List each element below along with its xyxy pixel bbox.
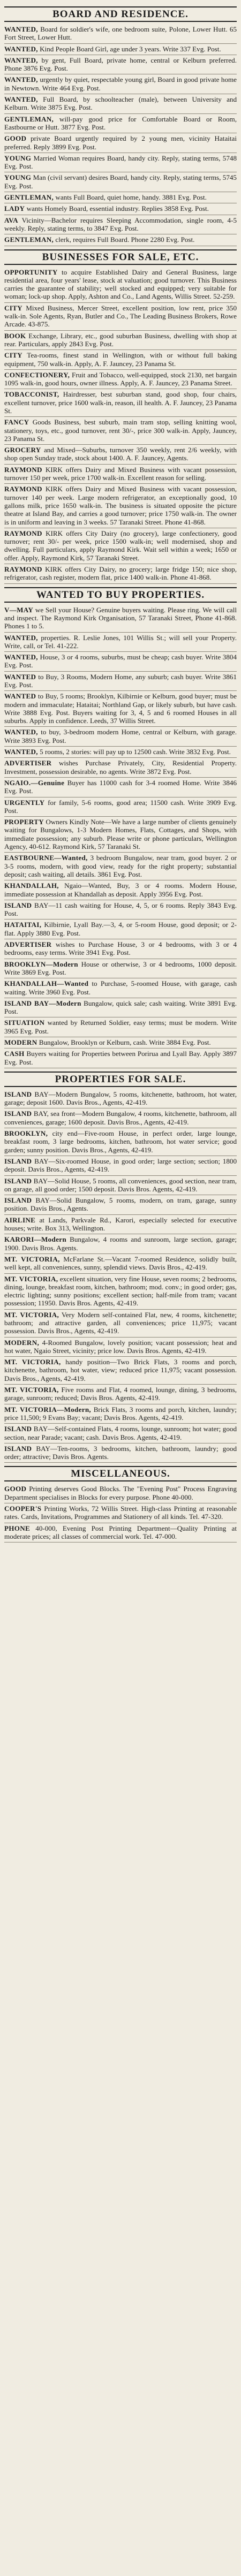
ad-body: private Board urgently required by 2 young men, vicinity Hataitai preferred. Reply 3899 Evg. Post. xyxy=(4,134,237,151)
ad-lead-word: WANTED xyxy=(4,692,36,701)
ad-body: Vicinity—Bachelor requires Sleeping Accommodation, single room, 4-5 weekly. Reply, stating terms, to 3847 Evg. Post. xyxy=(4,216,237,232)
ad-lead-word: WANTED, xyxy=(4,653,38,662)
classified-ad xyxy=(4,528,237,564)
ad-body: urgently by quiet, respectable young girl, Board in good private home in Newtown. Write 464 Evg. Post. xyxy=(4,75,237,92)
section-heading: MISCELLANEOUS. xyxy=(4,1466,237,1481)
ad-column xyxy=(4,24,237,246)
classified-ad xyxy=(4,370,237,390)
ad-column xyxy=(4,1089,237,1463)
classified-ad xyxy=(4,1357,237,1385)
classified-ad xyxy=(4,1108,237,1128)
ad-body: Hairdresser, best suburban stand, good shop, four chairs, excellent turnover, price 1600 walk-in, reason, ill health. A. F. Jauncey, 23 Panama St. xyxy=(4,390,237,415)
ad-lead-word: WANTED, xyxy=(4,748,38,756)
ad-lead-word: WANTED, xyxy=(4,728,38,736)
ad-body: Owners Kindly Note—We have a large number of clients genuinely waiting for Bungalows, 1-3 Modern Homes, Flats, Cottages, and Shops, with immediate possession; any suburb. Please write or phone particulars, Wellington Agency, 40-612. Raymond Kirk, 57 Taranaki St. xyxy=(4,818,237,851)
ad-lead-word: WANTED, xyxy=(4,56,38,64)
classified-ad xyxy=(4,1404,237,1424)
ad-lead-word: MT. VICTORIA, xyxy=(4,1386,59,1394)
classified-ad xyxy=(4,192,237,203)
classified-ad xyxy=(4,959,237,979)
ad-lead-word: ADVERTISER xyxy=(4,759,52,768)
classified-ad xyxy=(4,880,237,900)
classified-ad xyxy=(4,44,237,55)
classified-ad xyxy=(4,998,237,1018)
ad-lead-word: ISLAND xyxy=(4,901,32,909)
ad-body: Five rooms and Flat, 4 roomed, lounge, dining, 3 bedrooms, garage, sunroom; reduced; Davis Bros. Agents, 42-419. xyxy=(4,1386,237,1402)
ad-body: Exchange, Library, etc., good suburban Business, dwelling with shop at rear. Particulars, apply 2843 Evg. Post. xyxy=(4,331,237,348)
ad-lead-word: GROCERY xyxy=(4,446,41,454)
section-heading: BUSINESSES FOR SALE, ETC. xyxy=(4,249,237,265)
ad-lead-word: URGENTLY xyxy=(4,798,45,807)
ad-body: wishes Purchase Privately, City, Residential Property. Investment, possession desirable, no agents. Write 3872 Evg. Post. xyxy=(4,759,237,776)
ad-lead-word: GENTLEMAN, xyxy=(4,115,54,123)
classified-ad xyxy=(4,758,237,778)
ad-lead-word: SITUATION xyxy=(4,1019,45,1027)
ad-lead-word: RAYMOND xyxy=(4,529,42,537)
ad-lead-word: GENTLEMAN, xyxy=(4,193,54,202)
ad-lead-word: BOOK xyxy=(4,331,26,340)
ad-lead-word: KARORI—Modern xyxy=(4,1235,66,1244)
ad-lead-word: PROPERTY xyxy=(4,818,44,826)
classified-ad xyxy=(4,203,237,215)
ad-body: 5 rooms, 2 stories: will pay up to 12500 cash. Write 3832 Evg. Post. xyxy=(40,748,231,756)
ad-body: Tea-rooms, finest stand in Wellington, with or without full baking equipment, 750 walk-in. Apply, A. F. Jauncey, 23 Panama St. xyxy=(4,351,237,368)
classified-ad xyxy=(4,1048,237,1068)
ad-lead-word: RAYMOND xyxy=(4,485,42,493)
classified-ad xyxy=(4,778,237,797)
classified-ad xyxy=(4,1443,237,1463)
ad-lead-word: ISLAND xyxy=(4,1110,32,1118)
classified-ad xyxy=(4,74,237,94)
ad-body: House, 3 or 4 rooms, suburbs, must be cheap; cash buyer. Write 3804 Evg. Post. xyxy=(4,653,237,670)
classified-ad xyxy=(4,797,237,817)
classified-ad xyxy=(4,633,237,652)
ad-column xyxy=(4,605,237,1068)
ad-body: to Buy, 3 Rooms, Modern Home, any suburb; cash buyer. Write 3861 Evg. Post. xyxy=(4,672,237,689)
ad-body: 40-000, Evening Post Printing Department—Quality Printing at moderate prices; all classes of commercial work. Tel. 47-000. xyxy=(4,1524,237,1540)
classified-ad xyxy=(4,1089,237,1109)
ad-body: House or otherwise, 3 or 4 bedrooms, 1000 deposit. Write 3869 Evg. Post. xyxy=(4,960,237,976)
ad-lead-word: RAYMOND xyxy=(4,465,42,474)
classified-ad xyxy=(4,133,237,153)
ad-body: wanted by Returned Soldier, easy terms; must be modern. Write 3965 Evg. Post. xyxy=(4,1019,237,1035)
ad-lead-word: MT. VICTORIA, xyxy=(4,1358,61,1366)
ad-lead-word: GENTLEMAN, xyxy=(4,235,54,244)
ad-body: BAY—Self-contained Flats, 4 rooms, lounge, sunroom; hot water; good section, near Parade; vacant; cash. Davis Bros. Agents, 42-419. xyxy=(4,1425,237,1441)
ad-body: and Mixed—Suburbs, turnover 350 weekly, rent 2/6 weekly, with shop open Sunday trade, stock about 1400. A. F. Jauncey, Agents. xyxy=(4,446,237,462)
ad-body: KIRK offers City Dairy (no grocery), large confectionery, good turnover; rent 30/- per week, price 1500 walk-in; well modernised, shop and dwelling. Full particulars, apply Raymond Kirk. Wait sell within a week; 1650 or offer. Apply, Raymond Kirk, 57 Taranaki Street. xyxy=(4,529,237,562)
classified-ad xyxy=(4,331,237,351)
ad-lead-word: FANCY xyxy=(4,418,29,427)
ad-body: BAY, sea front—Modern Bungalow, 4 rooms, kitchenette, bathroom, all conveniences, garage; 1600 deposit. Davis Bros., Agents, 42-419. xyxy=(4,1110,237,1126)
ad-body: Full Board, by schoolteacher (male), between University and Kelburn. Write 3875 Evg. Post. xyxy=(4,95,237,112)
ad-lead-word: PHONE xyxy=(4,1524,31,1532)
ad-lead-word: ISLAND xyxy=(4,1444,32,1453)
classified-ad xyxy=(4,1254,237,1274)
ad-lead-word: WANTED, xyxy=(4,95,38,104)
ad-body: Printing deserves Good Blocks. The "Evening Post" Process Engraving Department specialises in Blocks for every purpose. Phone 40-000. xyxy=(4,1485,237,1501)
classified-ad xyxy=(4,445,237,465)
ad-body: Printing Works, 72 Willis Street. High-class Printing at reasonable rates. Cards, Invitations, Programmes and Stationery of all kinds. Tel. 47-320. xyxy=(4,1504,237,1521)
classified-ad xyxy=(4,24,237,44)
classified-ad xyxy=(4,389,237,417)
ad-lead-word: YOUNG xyxy=(4,154,32,162)
ad-body: to Purchase, 5-roomed House, with garage, cash waiting. Write 3960 Evg. Post. xyxy=(4,979,237,996)
ad-body: clerk, requires Full Board. Phone 2280 Evg. Post. xyxy=(55,235,195,244)
classified-ad xyxy=(4,215,237,235)
ad-body: Board for soldier's wife, one bedroom suite, Polone, Lower Hutt. 65 Fort Street, Lower Hutt. xyxy=(4,25,237,42)
ad-body: Kilbirnie, Lyall Bay.—3, 4, or 5-room House, good deposit; or 2-flat. Apply 3880 Evg. Post. xyxy=(4,921,237,937)
classified-ad xyxy=(4,1338,237,1357)
classified-ad xyxy=(4,1037,237,1048)
ad-body: wants Homely Board, essential industry. Replies 3858 Evg. Post. xyxy=(26,204,209,213)
ad-column xyxy=(4,1484,237,1542)
ad-lead-word: CONFECTIONERY, xyxy=(4,370,70,379)
ad-lead-word: MT. VICTORIA, xyxy=(4,1255,60,1263)
ad-body: Ngaio—Wanted, Buy, 3 or 4 rooms. Modern House, immediate possession at Khandallah as deposit. Apply 3956 Evg. Post. xyxy=(4,882,237,898)
ad-body: McFarlane St.—Vacant 7-roomed Residence, solidly built, well kept, all conveniences, sunny, splendid views. Davis Bros., 42-419. xyxy=(4,1255,237,1272)
classified-ad xyxy=(4,978,237,998)
ad-body: Fruit and Tobacco, well-equipped, stock 2130, net bargain 1095 walk-in, good hours, owner illness. Apply, A. F. Jauncey, 23 Panama Street. xyxy=(4,370,237,387)
ad-lead-word: MODERN, xyxy=(4,1338,40,1347)
ad-lead-word: OPPORTUNITY xyxy=(4,268,58,276)
ad-body: Man (civil servant) desires Board, handy city. Reply, stating terms, 5745 Evg. Post. xyxy=(4,173,237,190)
ad-body: Mixed Business, Mercer Street, excellent position, low rent, price 350 walk-in. Sole Agents, Ryan, Butler and Co., The Leading Business Brokers, Rowe Arcade. 43-875. xyxy=(4,303,237,329)
ad-lead-word: CITY xyxy=(4,351,22,360)
classified-ad xyxy=(4,1310,237,1338)
ad-body: BAY—Modern Bungalow, 5 rooms, kitchenette, bathroom, hot water, garage; deposit 1600. Davis Bros., Agents, 42-419. xyxy=(4,1090,237,1107)
ad-body: at Lands, Parkvale Rd., Karori, especially selected for executive houses; write. Box 313, Wellington. xyxy=(4,1215,237,1233)
ad-body: for family, 5-6 rooms, good area; 11500 cash. Write 3909 Evg. Post. xyxy=(4,798,237,815)
classified-ad xyxy=(4,900,237,920)
classified-ad xyxy=(4,1017,237,1037)
classified-ad xyxy=(4,1195,237,1215)
ad-lead-word: BROOKLYN—Modern xyxy=(4,960,78,968)
ad-body: we Sell your House? Genuine buyers waiting. Please ring. We will call and inspect. The Raymond Kirk Organisation, 57 Taranaki Street, Phone 41-868. Phones 1 to 5. xyxy=(4,605,237,630)
classified-ad xyxy=(4,267,237,303)
classified-ad xyxy=(4,605,237,633)
ad-body: KIRK offers City Dairy, no grocery; large fridge 150; nice shop, refrigerator, cash register, modern flat, price 1400 walk-in. Phone 41-868. xyxy=(4,565,237,582)
classified-ad xyxy=(4,1234,237,1254)
ad-body: will-pay good price for Comfortable Board or Room, Eastbourne or Hutt. 3877 Evg. Post. xyxy=(4,115,237,131)
ad-body: BAY—Solid Bungalow, 5 rooms, modern, on tram, garage, sunny position. Davis Bros., Agents. xyxy=(4,1196,237,1213)
classified-ad xyxy=(4,920,237,939)
classified-ad xyxy=(4,1484,237,1503)
classified-ad xyxy=(4,564,237,584)
ad-lead-word: LADY xyxy=(4,204,25,213)
ad-body: Buyer has 11000 cash for 3-4 roomed Home. Write 3846 Evg. Post. xyxy=(4,778,237,795)
ad-body: to buy, 3-bedroom modern Home, central or Kelburn, with garage. Write 3893 Evg. Post. xyxy=(4,728,237,744)
classified-ad xyxy=(4,94,237,114)
classified-ad xyxy=(4,1503,237,1523)
ad-body: properties. R. Leslie Jones, 101 Willis St.; will sell your Property. Write, call, or Tel. 41-222. xyxy=(4,633,237,650)
classified-ad xyxy=(4,727,237,747)
classified-ad xyxy=(4,234,237,246)
ad-lead-word: CASH xyxy=(4,1050,25,1058)
classified-ad xyxy=(4,1215,237,1235)
section-heading: PROPERTIES FOR SALE. xyxy=(4,1072,237,1087)
section-heading: BOARD AND RESIDENCE. xyxy=(4,6,237,22)
ad-body: wants Full Board, quiet home, handy. 3881 Evg. Post. xyxy=(55,193,207,202)
classified-ad xyxy=(4,1176,237,1196)
ad-lead-word: ADVERTISER xyxy=(4,940,52,949)
ad-lead-word: ISLAND BAY—Modern xyxy=(4,999,81,1007)
classified-ad xyxy=(4,853,237,880)
ad-lead-word: GOOD xyxy=(4,134,27,143)
ad-body: by gent, Full Board, private home, central or Kelburn preferred. Phone 3876 Evg. Post. xyxy=(4,56,237,73)
ad-body: to Buy, 5 rooms; Brooklyn, Kilbirnie or Kelburn, good buyer; must be modern and immaculate; Hataitai; Northland Gap, or likely suburb, but have cash. Write 3888 Evg. Post. Buyers waiting for 3, 4, 5 and 6 roomed Houses in all suburbs. Apply in confidence. Leeds, 37 Willis Street. xyxy=(4,692,237,725)
ad-body: excellent situation, very fine House, seven rooms; 2 bedrooms, dining, lounge, breakfast room, kitchen, bathroom; mod. conv.; in good order; gas, electric lighting; sunny positions; excellent section; half-mile from tram; vacant possession; 11950. Davis Bros. Agents, 42-419. xyxy=(4,1274,237,1308)
classified-ad xyxy=(4,1156,237,1176)
ad-lead-word: RAYMOND xyxy=(4,565,42,574)
ad-body: KIRK offers Dairy and Mixed Business with vacant possession, turnover 140 per week. Large modern refrigerator, an exceptionally good, 10 gallons milk, price 1650 walk-in. The business is situated opposite the picture theatre at Island Bay, and carries a good turnover; price 1750 walk-in. The owner is in uniform and leaving in 3 weeks. 57 Taranaki Street. Phone 41-868. xyxy=(4,485,237,526)
ad-body: BAY—Ten-rooms, 3 bedrooms, kitchen, bathroom, laundry; good order; attractive; Davis Bros. Agents. xyxy=(4,1444,237,1461)
ad-body: Kind People Board Girl, age under 3 years. Write 337 Evg. Post. xyxy=(40,44,221,53)
classified-ad xyxy=(4,1385,237,1404)
classified-ad xyxy=(4,1424,237,1443)
ad-lead-word: WANTED, xyxy=(4,633,38,642)
ad-lead-word: MT. VICTORIA, xyxy=(4,1310,59,1319)
ad-lead-word: WANTED, xyxy=(4,44,38,53)
ad-lead-word: ISLAND xyxy=(4,1157,32,1165)
ad-lead-word: ISLAND xyxy=(4,1090,32,1098)
ad-lead-word: KHANDALLAH, xyxy=(4,882,59,890)
ad-lead-word: BROOKLYN, xyxy=(4,1129,48,1138)
classified-ad xyxy=(4,1128,237,1156)
ad-body: Bungalow, 4 rooms and sunroom, large section, garage; 1900. Davis Bros. Agents. xyxy=(4,1235,237,1252)
classified-ad xyxy=(4,465,237,484)
classified-ad xyxy=(4,114,237,134)
classified-ad xyxy=(4,303,237,331)
ad-lead-word: MT. VICTORIA, xyxy=(4,1274,58,1283)
ad-body: Brick Flats, 3 rooms and porch, kitchen, laundry; price 11,500; 9 Evans Bay; vacant; Davis Bros. Agents, 42-419. xyxy=(4,1405,237,1422)
ad-body: Married Woman requires Board, handy city. Reply, stating terms, 5748 Evg. Post. xyxy=(4,154,237,171)
ad-lead-word: EASTBOURNE—Wanted, xyxy=(4,854,88,862)
classified-ad xyxy=(4,939,237,959)
ad-lead-word: GOOD xyxy=(4,1485,27,1493)
classified-ad xyxy=(4,172,237,192)
ad-body: 3 bedroom Bungalow, near tram, good buyer. 2 or 3-5 rooms, modern, with good view, ready for the right property; substantial deposit; cash waiting, all details. 3861 Evg. Post. xyxy=(4,854,237,878)
ad-lead-word: TOBACCONIST, xyxy=(4,390,59,399)
classified-ad xyxy=(4,484,237,528)
ad-body: wishes to Purchase House, 3 or 4 bedrooms, with 3 or 4 bedrooms, easy terms. Write 3941 Evg. Post. xyxy=(4,940,237,957)
classified-ad xyxy=(4,672,237,692)
ad-body: BAY—11 cash waiting for House, 4, 5, or 6 rooms. Reply 3843 Evg. Post. xyxy=(4,901,237,918)
ad-lead-word: WANTED xyxy=(4,672,36,681)
ad-lead-word: CITY xyxy=(4,303,22,312)
ad-body: handy position—Two Brick Flats, 3 rooms and porch, kitchenette, bathroom, hot water, view; reduced price 11,975; vacant possession. Davis Bros., Agents, 42-419. xyxy=(4,1358,237,1382)
ad-body: Buyers waiting for Properties between Porirua and Lyall Bay. Apply 3897 Evg. Post. xyxy=(4,1050,237,1066)
classified-ad xyxy=(4,350,237,370)
ad-lead-word: WANTED, xyxy=(4,75,38,84)
classified-ad xyxy=(4,747,237,758)
ad-lead-word: KHANDALLAH—Wanted xyxy=(4,979,89,988)
ad-body: 4-Roomed Bungalow, lovely position; vacant possession; heat and hot water, Ngaio Street, vicinity; price low. Davis Bros. Agents, 42-419. xyxy=(4,1338,237,1355)
ad-body: Bungalow, quick sale; cash waiting. Write 3891 Evg. Post. xyxy=(4,999,237,1016)
classified-ad xyxy=(4,417,237,445)
ad-column xyxy=(4,267,237,584)
classified-ad xyxy=(4,55,237,75)
ad-lead-word: MT. VICTORIA—Modern, xyxy=(4,1405,91,1414)
ad-body: BAY—Solid House, 5 rooms, all conveniences, good section, near tram, on garage, all good order; 1500 deposit. Davis Bros. Agents, 42-419. xyxy=(4,1176,237,1193)
ad-body: KIRK offers Dairy and Mixed Business with vacant possession, turnover 150 per week, price 1700 walk-in. Excellent reason for selling. xyxy=(4,465,237,482)
classified-ad xyxy=(4,153,237,173)
classified-ad xyxy=(4,817,237,853)
ad-lead-word: HATAITAI, xyxy=(4,921,42,929)
ad-body: to acquire Established Dairy and General Business, large residential area, four years' lease, stock at valuation; good turnover. This Business carries the guarantee of stability; well stocked and equipped; very suitable for woman; lock-up shop. Apply, Ashton and Co., Land Agents, Willis Street. 52-259. xyxy=(4,268,237,301)
ad-lead-word: ISLAND xyxy=(4,1176,32,1185)
ad-body: Bungalow, Brooklyn or Kelburn, cash. Write 3884 Evg. Post. xyxy=(39,1038,211,1046)
ad-lead-word: COOPER'S xyxy=(4,1504,42,1513)
ad-lead-word: NGAIO.—Genuine xyxy=(4,778,65,787)
ad-lead-word: AVA xyxy=(4,216,18,224)
classified-ad xyxy=(4,1274,237,1310)
ad-body: city end—Five-room House, in perfect order, large lounge, breakfast room, 3 large bedrooms, kitchen, bathroom, hot water service; good garden; sunny position. Davis Bros., Agents, 42-419. xyxy=(4,1129,237,1154)
ad-body: Very Modern self-contained Flat, new, 4 rooms, kitchenette; bathroom; and attractive garden, all conveniences; price 11,975; vacant possession. Davis Bros., Agents, 42-419. xyxy=(4,1310,237,1335)
classified-ad xyxy=(4,652,237,672)
ad-body: BAY—Six-roomed House, in good order; large section; section; 1800 deposit. Davis Bros., Agents, 42-419. xyxy=(4,1157,237,1174)
section-heading: WANTED TO BUY PROPERTIES. xyxy=(4,587,237,603)
ad-body: Goods Business, best suburb, main tram stop, selling knitting wool, stationery, toys, etc., good turnover, rent 30/-, price 300 walk-in. Apply, Jauncey, 23 Panama St. xyxy=(4,418,237,443)
classified-ad xyxy=(4,1523,237,1543)
ad-lead-word: V—MAY xyxy=(4,605,34,614)
ad-lead-word: WANTED, xyxy=(4,25,38,33)
ad-lead-word: ISLAND xyxy=(4,1425,32,1433)
ad-lead-word: MODERN xyxy=(4,1038,37,1046)
classified-ad xyxy=(4,691,237,727)
ad-lead-word: AIRLINE xyxy=(4,1215,36,1224)
ad-lead-word: ISLAND xyxy=(4,1196,32,1205)
ad-lead-word: YOUNG xyxy=(4,173,32,182)
